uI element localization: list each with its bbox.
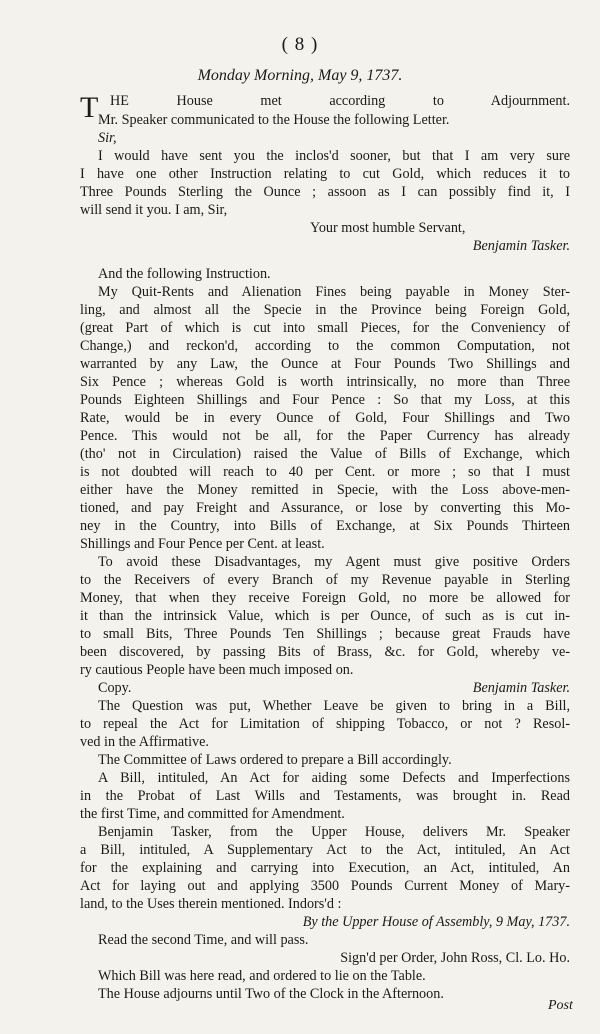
- text-line: ling, and almost all the Specie in the Province being Foreign Gold,: [80, 302, 570, 318]
- order-signature: Sign'd per Order, John Ross, Cl. Lo. Ho.: [340, 950, 570, 966]
- text-line: Change,) and reckon'd, according to the common Computation, not: [80, 338, 570, 354]
- signature: Benjamin Tasker.: [472, 680, 570, 696]
- text-line: for the explaining and carrying into Execution, an Act, intituled, An: [80, 860, 570, 876]
- text-line: I have one other Instruction relating to cut Gold, which reduces it to: [80, 166, 570, 182]
- text-line: To avoid these Disadvantages, my Agent must give positive Orders: [98, 554, 570, 570]
- copy-mark: Copy.: [98, 680, 132, 696]
- closing: Your most humble Servant,: [310, 220, 466, 236]
- salutation: Sir,: [98, 130, 117, 146]
- text-line: Which Bill was here read, and ordered to lie on the Table.: [98, 968, 426, 984]
- text-line: ry cautious People have been much imposed on.: [80, 662, 354, 678]
- text-line: Six Pence ; whereas Gold is worth intrinsically, no more than Three: [80, 374, 570, 390]
- text-line: A Bill, intituled, An Act for aiding some Defects and Imperfections: [98, 770, 570, 786]
- text-line: Mr. Speaker communicated to the House the following Letter.: [98, 112, 450, 128]
- text-line: the first Time, and committed for Amendment.: [80, 806, 345, 822]
- text-line: Three Pounds Sterling the Ounce ; assoon as I can possibly find it, I: [80, 184, 570, 200]
- text-line: either have the Money remitted in Specie, with the Loss above-men-: [80, 482, 570, 498]
- text-line: Read the second Time, and will pass.: [98, 932, 309, 948]
- text-line: (tho' not in Circulation) raised the Value of Bills of Exchange, which: [80, 446, 570, 462]
- text-line: Shillings and Four Pence per Cent. at least.: [80, 536, 325, 552]
- text-line: The House adjourns until Two of the Clock in the Afternoon.: [98, 986, 444, 1002]
- text-line: will send it you. I am, Sir,: [80, 202, 228, 218]
- text-line: warranted by any Law, the Ounce at Four Pounds Two Shillings and: [80, 356, 570, 372]
- text-line: to the Receivers of every Branch of my Revenue payable in Sterling: [80, 572, 570, 588]
- text-line: Pounds Eighteen Shillings and Four Pence : So that my Loss, at this: [80, 392, 570, 408]
- text-line: is not doubted will reach to 40 per Cent. or more ; so that I must: [80, 464, 570, 480]
- text-line: a Bill, intituled, A Supplementary Act to the Act, intituled, An Act: [80, 842, 570, 858]
- signature: Benjamin Tasker.: [472, 238, 570, 254]
- text-line: tioned, and pay Freight and Assurance, or lose by converting this Mo-: [80, 500, 570, 516]
- text-line: land, to the Uses therein mentioned. Indors'd :: [80, 896, 342, 912]
- text-line: The Committee of Laws ordered to prepare a Bill accordingly.: [98, 752, 452, 768]
- text-line: Act for laying out and applying 3500 Pounds Current Money of Mary-: [80, 878, 570, 894]
- text-line: it than the intrinsick Value, which is per Ounce, of such as is cut in-: [80, 608, 570, 624]
- text-line: been discovered, by passing Bits of Brass, &c. for Gold, whereby ve-: [80, 644, 570, 660]
- text-line: Rate, would be in every Ounce of Gold, Four Shillings and Two: [80, 410, 570, 426]
- text-line: in the Probat of Last Wills and Testaments, was brought in. Read: [80, 788, 570, 804]
- text-line: (great Part of which is cut into small Pieces, for the Conveniency of: [80, 320, 570, 336]
- text-line: to repeal the Act for Limitation of shipping Tobacco, or not ? Resol-: [80, 716, 570, 732]
- endorsement: By the Upper House of Assembly, 9 May, 1737.: [302, 914, 570, 930]
- text-line: The Question was put, Whether Leave be given to bring in a Bill,: [98, 698, 570, 714]
- text-line: ney in the Country, into Bills of Exchange, at Six Pounds Thirteen: [80, 518, 570, 534]
- page-number: ( 8 ): [281, 34, 319, 55]
- text-line: Pence. This would not be all, for the Paper Currency has already: [80, 428, 570, 444]
- drop-cap: T: [80, 91, 99, 124]
- session-heading: Monday Morning, May 9, 1737.: [197, 67, 403, 84]
- text-line: Money, that when they receive Foreign Gold, no more be allowed for: [80, 590, 570, 606]
- text-line: And the following Instruction.: [98, 266, 271, 282]
- text-line: My Quit-Rents and Alienation Fines being payable in Money Ster-: [98, 284, 570, 300]
- text-line: Benjamin Tasker, from the Upper House, delivers Mr. Speaker: [98, 824, 570, 840]
- opening-line: HE House met according to Adjournment.: [110, 93, 570, 109]
- text-line: ved in the Affirmative.: [80, 734, 209, 750]
- text-line: I would have sent you the inclos'd sooner, but that I am very sure: [98, 148, 570, 164]
- text-line: to small Bits, Three Pounds Ten Shillings ; because great Frauds have: [80, 626, 570, 642]
- catchword: Post: [548, 998, 573, 1013]
